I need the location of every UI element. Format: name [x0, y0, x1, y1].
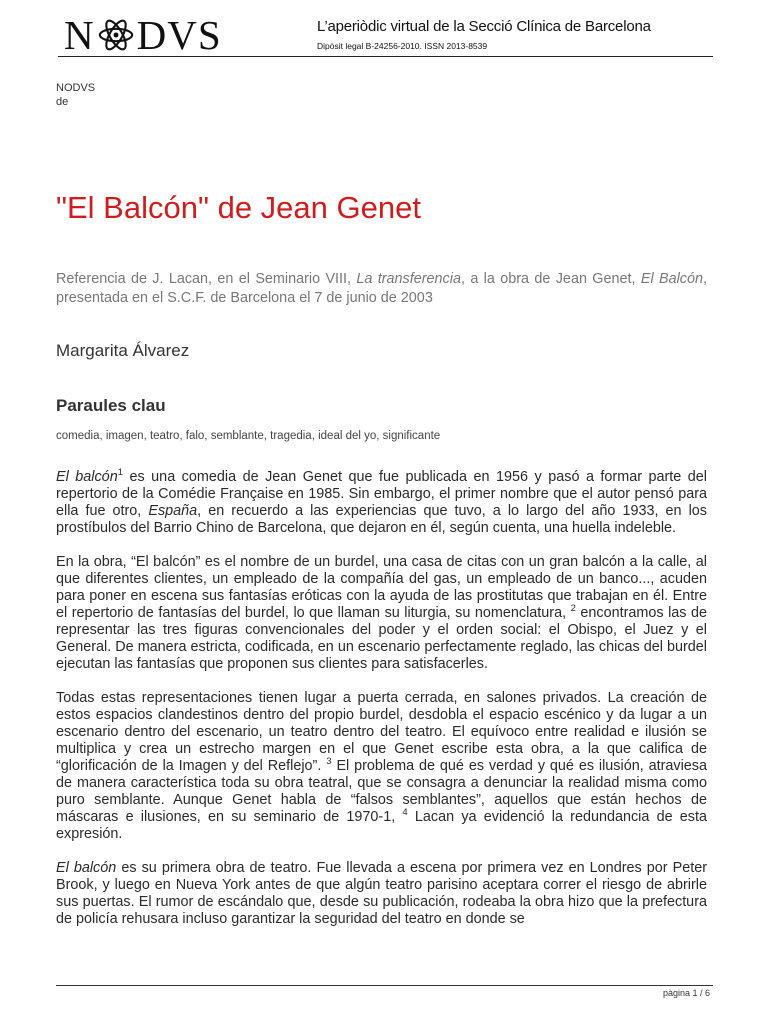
footnote-ref-2[interactable]: 2 [570, 603, 576, 614]
legal-deposit: Dipòsit legal B-24256-2010. ISSN 2013-8539 [317, 41, 488, 51]
nodvs-logo[interactable] [64, 11, 222, 58]
p2-text-2: encontramos las de representar las tres figuras convencionales del poder y el orden social: el Obispo, el Juez y el General. De manera estricta, codificada, en un escenario perfectamente reglado, las chicas del burdel ejecutan las fantasías que proponen sus clientes para satisfacerles. [56, 605, 707, 672]
footnote-ref-1[interactable]: 1 [117, 467, 123, 478]
reference-italic-2: El Balcón [640, 271, 704, 287]
keywords-heading: Paraules clau [56, 396, 166, 415]
logo-letters-dvs: DVS [136, 11, 222, 58]
author-name: Margarita Álvarez [56, 341, 190, 360]
reference-line [56, 270, 707, 308]
footer-divider [56, 985, 713, 986]
p3-text-3: Lacan ya evidenció la redundancia de esta expresión. [56, 809, 707, 842]
masthead-tagline: L’aperiòdic virtual de la Secció Clínica de Barcelona [317, 18, 651, 35]
p1-text-1: es una comedia de Jean Genet que fue publicada en 1956 y pasó a formar parte del repertorio de la Comédie Française en 1985. Sin embargo, el primer nombre que el autor pensó para ella fue otro, [56, 469, 707, 519]
paragraph-1 [56, 469, 707, 537]
reference-text-1: Referencia de J. Lacan, en el Seminario VIII, [56, 271, 357, 287]
reference-italic-1: La transferencia [356, 271, 461, 287]
paragraph-3 [56, 690, 707, 843]
p4-italic-1: El balcón [56, 860, 117, 876]
page-number: pàgina 1 / 6 [662, 988, 710, 998]
footnote-ref-3[interactable]: 3 [326, 756, 332, 767]
article-body [56, 469, 707, 945]
p3-text-1: Todas estas representaciones tienen lugar a puerta cerrada, en salones privados. La creación de estos espacios clandestinos dentro del propio burdel, desdobla el espacio escénico y da lugar a un escenario dentro del escenario, un teatro dentro del teatro. El equívoco entre realidad e ilusión se multiplica y crea un estrecho margen en el que Genet escribe esta obra, a la que califica de “glorificación de la Imagen y del Reflejo”. [56, 690, 707, 774]
meta-info [56, 81, 95, 109]
p4-text-1: es su primera obra de teatro. Fue llevada a escena por primera vez en Londres por Peter Brook, y luego en Nueva York antes de que algún teatro parisino aceptara correr el riesgo de abrirle sus puertas. El rumor de escándalo que, desde su publicación, rodeaba la obra hizo que la prefectura de policía rehusara incluso garantizar la seguridad del teatro en donde se [56, 860, 707, 927]
paragraph-2 [56, 554, 707, 673]
p1-italic-1: El balcón [56, 469, 118, 485]
logo-letter-n: N [64, 11, 95, 58]
article-title: "El Balcón" de Jean Genet [56, 190, 421, 225]
meta-line-1: NODVS [56, 82, 96, 94]
reference-text-3: , presentada en el S.C.F. de Barcelona el 7 de junio de 2003 [56, 271, 708, 306]
masthead [58, 12, 713, 57]
reference-text-2: , a la obra de Jean Genet, [460, 271, 641, 287]
paragraph-4 [56, 860, 707, 928]
atom-icon [97, 16, 135, 54]
keywords-list: comedia, imagen, teatro, falo, semblante, tragedia, ideal del yo, significante [56, 430, 441, 442]
p3-text-2: El problema de qué es verdad y qué es ilusión, atraviesa de manera característica toda su obra teatral, que se consagra a denunciar la realidad misma como puro semblante. Aunque Genet habla de “falsos semblantes”, aquellos que están hechos de máscaras e ilusiones, en su seminario de 1970-1, [56, 758, 707, 825]
p1-text-2: , en recuerdo a las experiencias que tuvo, a lo largo del año 1933, en los prostíbulos del Barrio Chino de Barcelona, que dejaron en él, según cuenta, una huella indeleble. [56, 503, 707, 536]
meta-line-2: de [56, 96, 69, 108]
footnote-ref-4[interactable]: 4 [402, 807, 408, 818]
p1-italic-2: España [148, 503, 198, 519]
p2-text-1: En la obra, “El balcón” es el nombre de un burdel, una casa de citas con un gran balcón a la calle, al que diferentes clientes, un empleado de la compañía del gas, un empleado de un banco..., acuden para poner en escena sus fantasías eróticas con la ayuda de las prostitutas que trabajan en él. Entre el repertorio de fantasías del burdel, lo que llaman su liturgia, su nomenclatura, [56, 554, 707, 621]
